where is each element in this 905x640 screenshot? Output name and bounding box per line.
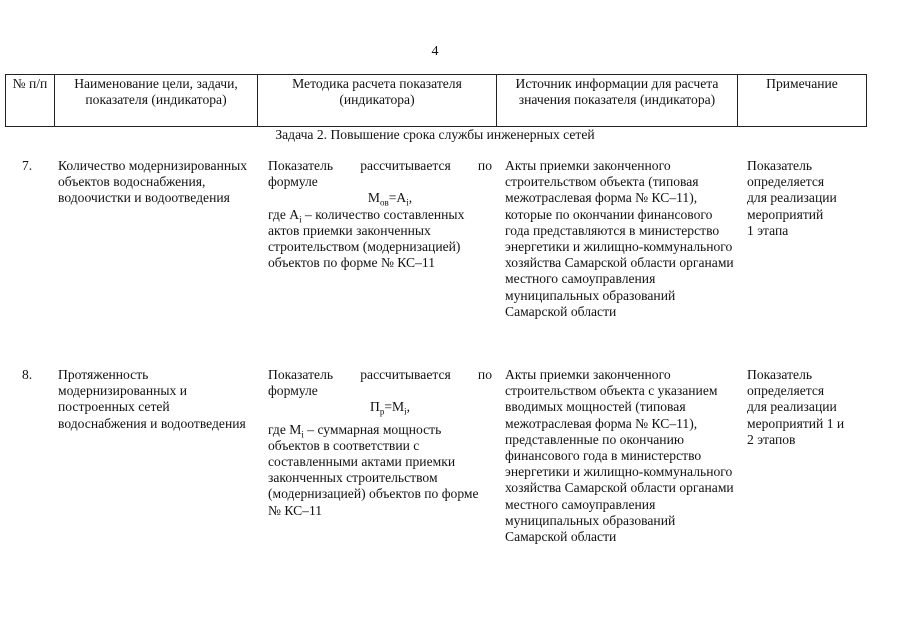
method-intro-end: формуле [268, 383, 318, 399]
calculation-method [268, 158, 492, 271]
note: Показатель определяется для реализации мероприятий 1 и 2 этапов [747, 367, 845, 447]
row-number: 8. [22, 367, 33, 382]
indicator-name: Количество модернизированных объектов водоснабжения, водоочистки и водоотведения [58, 158, 248, 206]
method-description: где $М_i$ – суммарная мощность объектов в соответствии с составленными актами приемки законченных строительством (модернизацией) объектов по форме № КС–11 [268, 421, 479, 518]
method-intro: Показатель рассчитывается по [268, 158, 492, 173]
header-col-number: № п/п [6, 75, 55, 127]
row-number: 7. [22, 158, 33, 173]
method-description: где $А_i$ – количество составленных актов приемки законченных строительством (модернизацией) объектов по форме № КС–11 [268, 206, 465, 271]
table-header [5, 74, 867, 127]
method-intro: Показатель рассчитывается по [268, 367, 492, 382]
information-source: Акты приемки законченного строительством объекта с указанием вводимых мощностей (типовая межотраслевая форма № КС–11), представленные по окончанию финансового года в министерство энергетики и жилищно-коммунального хозяйства Самарской области органами местного самоуправления муниципальных образований Самарской области [505, 367, 734, 545]
header-col-method: Методика расчета показателя (индикатора) [258, 75, 497, 127]
header-col-name: Наименование цели, задачи, показателя (индикатора) [55, 75, 258, 127]
indicator-name: Протяженность модернизированных и построенных сетей водоснабжения и водоотведения [58, 367, 246, 431]
formula: $М_{ов}=А_i$, [367, 190, 413, 209]
method-intro-end: формуле [268, 174, 318, 190]
header-col-note: Примечание [738, 75, 867, 127]
page-number: 4 [431, 44, 439, 59]
task-title: Задача 2. Повышение срока службы инженерных сетей [275, 127, 595, 142]
header-col-source: Источник информации для расчета значения показателя (индикатора) [497, 75, 738, 127]
information-source: Акты приемки законченного строительством объекта (типовая межотраслевая форма № КС–11), которые по окончании финансового года представляются в министерство энергетики и жилищно-коммунального хозяйства Самарской области органами местного самоуправления муниципальных образований Самарской области [505, 158, 734, 319]
note: Показатель определяется для реализации мероприятий 1 этапа [747, 158, 837, 238]
formula: $П_р=М_i$, [369, 399, 410, 418]
calculation-method [268, 367, 492, 519]
